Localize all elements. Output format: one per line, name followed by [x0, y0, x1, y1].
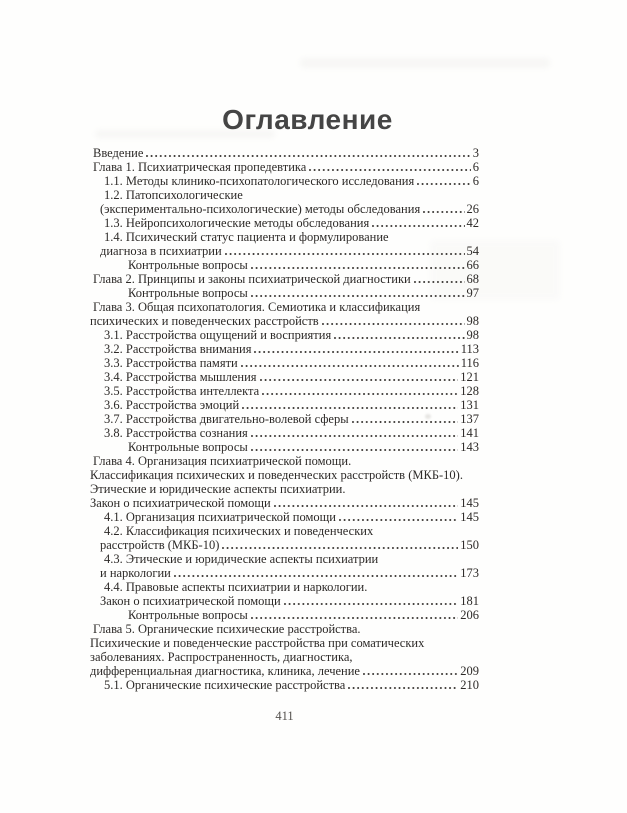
- dot-leader: [372, 216, 464, 230]
- toc-entry-text: 1.2. Патопсихологические: [104, 188, 243, 202]
- dot-leader: [352, 412, 459, 426]
- toc-entry-page-number: 97: [466, 286, 479, 300]
- toc-entry-text: Психические и поведенческие расстройства при соматических: [90, 636, 425, 650]
- toc-entry-page-number: 26: [466, 202, 479, 216]
- toc-entry-text: 3.7. Расстройства двигательно-волевой сферы: [104, 412, 349, 426]
- toc-row: [90, 384, 479, 398]
- toc-row: [90, 524, 479, 538]
- toc-entry-page-number: 143: [460, 440, 479, 454]
- toc-entry-page-number: 54: [466, 244, 479, 258]
- toc-row: [90, 552, 479, 566]
- toc-entry-text: 1.4. Психический статус пациента и формулирование: [104, 230, 389, 244]
- toc-row: [90, 146, 479, 160]
- toc-entry-page-number: 145: [460, 496, 479, 510]
- toc-entry-text: Закон о психиатрической помощи: [100, 594, 281, 608]
- toc-row: [90, 566, 479, 580]
- toc-row: [90, 342, 479, 356]
- toc-entry-page-number: 145: [460, 510, 479, 524]
- toc-entry-page-number: 3: [472, 146, 479, 160]
- toc-row: [90, 482, 479, 496]
- toc-row: [90, 370, 479, 384]
- toc-row: [90, 608, 479, 622]
- toc-entry-text: 3.5. Расстройства интеллекта: [104, 384, 260, 398]
- toc-entry-text: 4.1. Организация психиатрической помощи: [104, 510, 336, 524]
- dot-leader: [241, 356, 459, 370]
- toc-entry-page-number: 68: [466, 272, 479, 286]
- toc-entry-text: Глава 2. Принципы и законы психиатрической диагностики: [93, 272, 411, 286]
- dot-leader: [284, 594, 459, 608]
- dot-leader: [262, 384, 458, 398]
- toc-entry-page-number: 98: [466, 328, 479, 342]
- toc-row: [90, 258, 479, 272]
- toc-entry-page-number: 42: [466, 216, 479, 230]
- toc-row: [90, 580, 479, 594]
- toc-row: [90, 454, 479, 468]
- toc-entry-text: 1.3. Нейропсихологические методы обследования: [104, 216, 370, 230]
- dot-leader: [348, 678, 458, 692]
- dot-leader: [251, 440, 458, 454]
- page-number: 411: [275, 709, 294, 723]
- dot-leader: [339, 510, 458, 524]
- toc-row: [90, 202, 479, 216]
- dot-leader: [254, 342, 458, 356]
- dot-leader: [274, 496, 459, 510]
- toc-row: [90, 650, 479, 664]
- toc-entry-page-number: 150: [460, 538, 479, 552]
- toc-row: [90, 272, 479, 286]
- dot-leader: [414, 272, 465, 286]
- toc-entry-page-number: 210: [460, 678, 479, 692]
- toc-row: [90, 398, 479, 412]
- toc-entry-page-number: 173: [460, 566, 479, 580]
- toc-entry-text: Контрольные вопросы: [128, 258, 248, 272]
- toc-row: [90, 244, 479, 258]
- toc-entry-text: и наркологии: [100, 566, 171, 580]
- toc-entry-text: 5.1. Органические психические расстройства: [104, 678, 346, 692]
- toc-row: [90, 664, 479, 678]
- toc-row: [90, 328, 479, 342]
- toc-entry-text: Введение: [93, 146, 144, 160]
- toc-row: [90, 622, 479, 636]
- dot-leader: [225, 244, 465, 258]
- toc-entry-text: 4.4. Правовые аспекты психиатрии и наркологии.: [104, 580, 368, 594]
- toc-entry-page-number: 6: [472, 174, 479, 188]
- toc-entry-page-number: 121: [460, 370, 479, 384]
- toc-entry-text: (экспериментально-психологические) методы обследования: [100, 202, 421, 216]
- toc-row: [90, 412, 479, 426]
- toc-entry-text: расстройств (МКБ-10): [100, 538, 220, 552]
- toc-entry-page-number: 209: [460, 664, 479, 678]
- toc-entry-text: Глава 5. Органические психические расстройства.: [93, 622, 361, 636]
- dot-leader: [242, 398, 458, 412]
- dot-leader: [222, 538, 458, 552]
- dot-leader: [334, 328, 464, 342]
- toc-row: [90, 286, 479, 300]
- toc-entry-page-number: 137: [460, 412, 479, 426]
- toc-entry-page-number: 116: [460, 356, 479, 370]
- toc-entry-page-number: 6: [472, 160, 479, 174]
- toc-entry-text: Контрольные вопросы: [128, 286, 248, 300]
- dot-leader: [322, 314, 465, 328]
- page-title: Оглавление: [222, 103, 393, 135]
- dot-leader: [146, 146, 470, 160]
- toc-entry-page-number: 131: [460, 398, 479, 412]
- toc-entry-text: 3.8. Расстройства сознания: [104, 426, 248, 440]
- toc-row: [90, 636, 479, 650]
- toc-entry-text: 3.3. Расстройства памяти: [104, 356, 238, 370]
- toc-row: [90, 426, 479, 440]
- toc-row: [90, 356, 479, 370]
- toc-row: [90, 160, 479, 174]
- dot-leader: [309, 160, 470, 174]
- toc-row: [90, 678, 479, 692]
- toc-entry-text: Глава 3. Общая психопатология. Семиотика и классификация: [93, 300, 421, 314]
- toc-entry-text: Закон о психиатрической помощи: [90, 496, 271, 510]
- toc-entry-page-number: 98: [466, 314, 479, 328]
- toc-entry-text: Контрольные вопросы: [128, 608, 248, 622]
- toc-entry-text: 3.2. Расстройства внимания: [104, 342, 252, 356]
- toc-row: [90, 300, 479, 314]
- toc-entry-text: 3.1. Расстройства ощущений и восприятия: [104, 328, 332, 342]
- toc-entry-text: 3.4. Расстройства мышления: [104, 370, 257, 384]
- toc-row: [90, 188, 479, 202]
- scan-artifact: [300, 58, 550, 68]
- toc-entry-text: дифференциальная диагностика, клиника, лечение: [90, 664, 360, 678]
- dot-leader: [251, 286, 465, 300]
- dot-leader: [174, 566, 458, 580]
- toc: [90, 146, 479, 692]
- dot-leader: [260, 370, 459, 384]
- toc-entry-page-number: 66: [466, 258, 479, 272]
- toc-row: [90, 538, 479, 552]
- toc-entry-page-number: 141: [460, 426, 479, 440]
- toc-entry-text: 4.3. Этические и юридические аспекты психиатрии: [104, 552, 379, 566]
- toc-row: [90, 440, 479, 454]
- toc-entry-text: Глава 1. Психиатрическая пропедевтика: [93, 160, 307, 174]
- toc-row: [90, 314, 479, 328]
- toc-entry-text: Глава 4. Организация психиатрической помощи.: [93, 454, 352, 468]
- toc-row: [90, 510, 479, 524]
- toc-row: [90, 468, 479, 482]
- toc-row: [90, 216, 479, 230]
- dot-leader: [251, 258, 465, 272]
- dot-leader: [251, 608, 458, 622]
- toc-entry-page-number: 181: [460, 594, 479, 608]
- toc-entry-text: 3.6. Расстройства эмоций: [104, 398, 240, 412]
- toc-row: [90, 594, 479, 608]
- toc-entry-page-number: 113: [460, 342, 479, 356]
- toc-row: [90, 230, 479, 244]
- toc-entry-text: заболеваниях. Распространенность, диагностика,: [90, 650, 353, 664]
- toc-entry-page-number: 128: [460, 384, 479, 398]
- toc-entry-text: Контрольные вопросы: [128, 440, 248, 454]
- toc-entry-text: 1.1. Методы клинико-психопатологического исследования: [104, 174, 415, 188]
- dot-leader: [423, 202, 464, 216]
- toc-entry-text: Этические и юридические аспекты психиатрии.: [90, 482, 346, 496]
- toc-entry-text: диагноза в психиатрии: [100, 244, 222, 258]
- dot-leader: [417, 174, 471, 188]
- toc-row: [90, 174, 479, 188]
- toc-entry-text: 4.2. Классификация психических и поведенческих: [104, 524, 374, 538]
- toc-entry-text: Классификация психических и поведенческих расстройств (МКБ-10).: [90, 468, 463, 482]
- toc-row: [90, 496, 479, 510]
- toc-entry-page-number: 206: [460, 608, 479, 622]
- toc-entry-text: психических и поведенческих расстройств: [90, 314, 319, 328]
- dot-leader: [251, 426, 458, 440]
- dot-leader: [363, 664, 458, 678]
